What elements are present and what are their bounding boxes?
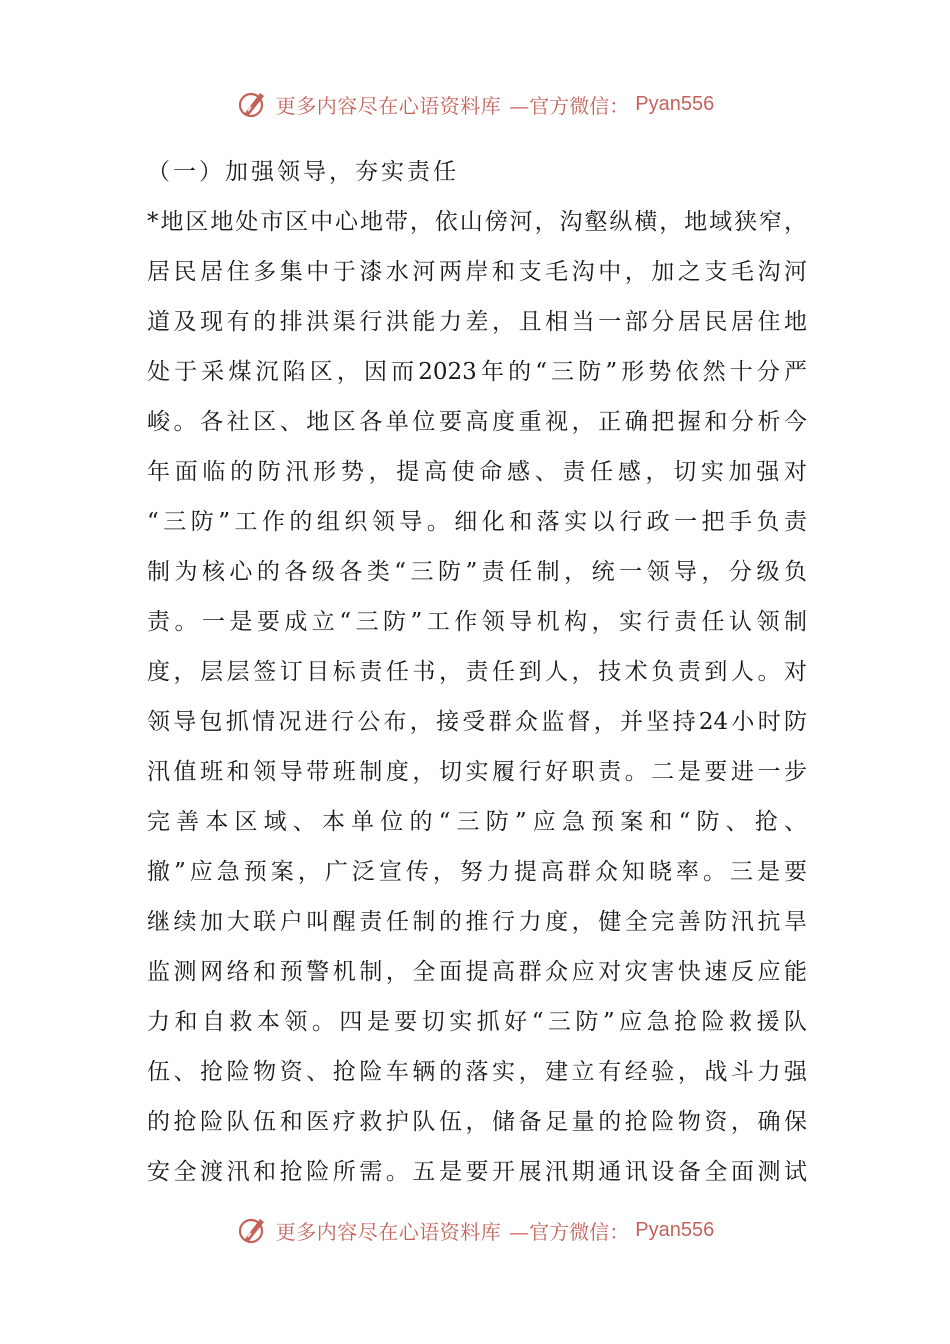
- pen-nib-circle-icon: [236, 87, 270, 121]
- paragraph-line: 居民居住多集中于漆水河两岸和支毛沟中，加之支毛沟河: [147, 259, 807, 285]
- paragraph-line: 完善本区域、本单位的“三防”应急预案和“防、抢、: [147, 809, 807, 835]
- paragraph-line: 制为核心的各级各类“三防”责任制，统一领导，分级负: [147, 559, 807, 585]
- paragraph-line: 汛值班和领导带班制度，切实履行好职责。二是要进一步: [147, 759, 807, 785]
- paragraph-line: *地区地处市区中心地带，依山傍河，沟壑纵横，地域狭窄，: [147, 209, 807, 235]
- document-body: [147, 147, 807, 1197]
- paragraph-line: 责。一是要成立“三防”工作领导机构，实行责任认领制: [147, 609, 807, 635]
- paragraph-line: 的抢险队伍和医疗救护队伍，储备足量的抢险物资，确保: [147, 1109, 807, 1135]
- paragraph-line: 伍、抢险物资、抢险车辆的落实，建立有经验，战斗力强: [147, 1059, 807, 1085]
- paragraph-line: 监测网络和预警机制，全面提高群众应对灾害快速反应能: [147, 959, 807, 985]
- paragraph-line: 撤”应急预案，广泛宣传，努力提高群众知晓率。三是要: [147, 859, 807, 885]
- banner-text: 更多内容尽在心语资料库: [275, 1219, 502, 1244]
- paragraph-line: 道及现有的排洪渠行洪能力差，且相当一部分居民居住地: [147, 309, 807, 335]
- paragraph-line: 领导包抓情况进行公布，接受群众监督，并坚持24小时防: [147, 709, 807, 735]
- pen-nib-circle-icon: [236, 1213, 270, 1247]
- paragraph-line: 处于采煤沉陷区，因而2023年的“三防”形势依然十分严: [147, 359, 807, 385]
- paragraph-line: 年面临的防汛形势，提高使命感、责任感，切实加强对: [147, 459, 807, 485]
- paragraph-line: 安全渡汛和抢险所需。五是要开展汛期通讯设备全面测试: [147, 1159, 807, 1185]
- banner-separator: —官方微信：: [509, 93, 630, 118]
- paragraph: [147, 197, 807, 1197]
- banner-separator: —官方微信：: [509, 1219, 630, 1244]
- paragraph-line: “三防”工作的组织领导。细化和落实以行政一把手负责: [147, 509, 807, 535]
- banner-wechat-id: Pyan556: [635, 1218, 715, 1241]
- paragraph-line: 峻。各社区、地区各单位要高度重视，正确把握和分析今: [147, 409, 807, 435]
- paragraph-line: 继续加大联户叫醒责任制的推行力度，健全完善防汛抗旱: [147, 909, 807, 935]
- paragraph-line: 力和自救本领。四是要切实抓好“三防”应急抢险救援队: [147, 1009, 807, 1035]
- header-banner: [0, 84, 950, 124]
- banner-text: 更多内容尽在心语资料库: [275, 93, 502, 118]
- footer-banner: [0, 1210, 950, 1250]
- section-title: （一）加强领导，夯实责任: [147, 159, 459, 185]
- paragraph-line: 度，层层签订目标责任书，责任到人，技术负责到人。对: [147, 659, 807, 685]
- banner-wechat-id: Pyan556: [635, 92, 715, 115]
